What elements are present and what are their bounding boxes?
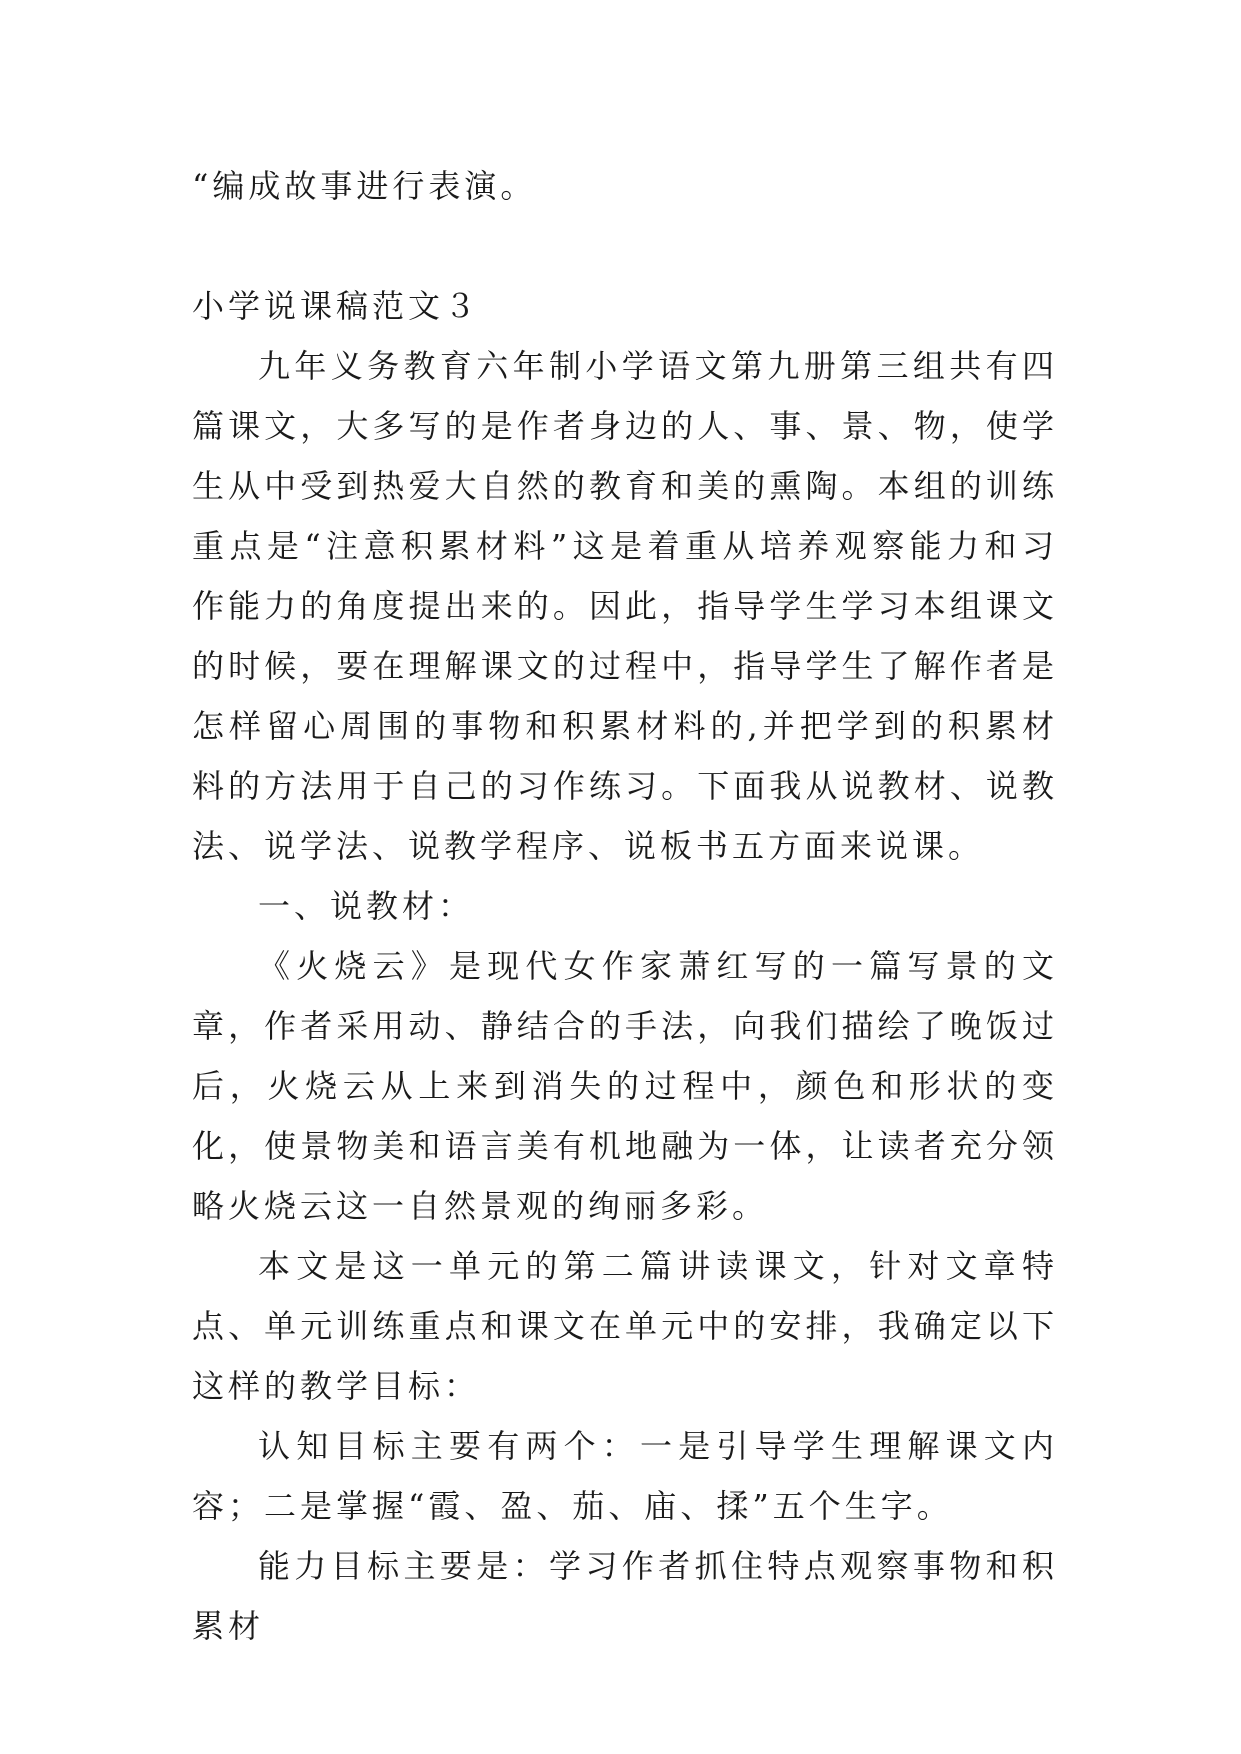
paragraph-huoshaoyun: 《火烧云》是现代女作家萧红写的一篇写景的文章，作者采用动、静结合的手法，向我们描绘了晚饭过后，火烧云从上来到消失的过程中，颜色和形状的变化，使景物美和语言美有机地融为一体，让读者充分领略火烧云这一自然景观的绚丽多彩。 (192, 947, 1058, 1225)
heading-teaching-material: 一、说教材： (258, 887, 475, 925)
paragraph-intro: 九年义务教育六年制小学语文第九册第三组共有四篇课文，大多写的是作者身边的人、事、景、物，使学生从中受到热爱大自然的教育和美的熏陶。本组的训练重点是“注意积累材料”这是着重从培养观察能力和习作能力的角度提出来的。因此，指导学生学习本组课文的时候，要在理解课文的过程中，指导学生了解作者是怎样留心周围的事物和积累材料的,并把学到的积累材料的方法用于自己的习作练习。下面我从说教材、说教法、说学法、说教学程序、说板书五方面来说课。 (192, 347, 1058, 865)
section-title: 小学说课稿范文３ (192, 287, 481, 325)
paragraph-ability-goals: 能力目标主要是：学习作者抓住特点观察事物和积累材 (192, 1547, 1058, 1645)
lead-fragment: “编成故事进行表演。 (192, 167, 537, 205)
document-body (192, 156, 1058, 1656)
paragraph-cognitive-goals: 认知目标主要有两个：一是引导学生理解课文内容；二是掌握“霞、盈、茄、庙、揉”五个生字。 (192, 1427, 1058, 1525)
paragraph-teaching-goals: 本文是这一单元的第二篇讲读课文，针对文章特点、单元训练重点和课文在单元中的安排，我确定以下这样的教学目标： (192, 1247, 1058, 1405)
